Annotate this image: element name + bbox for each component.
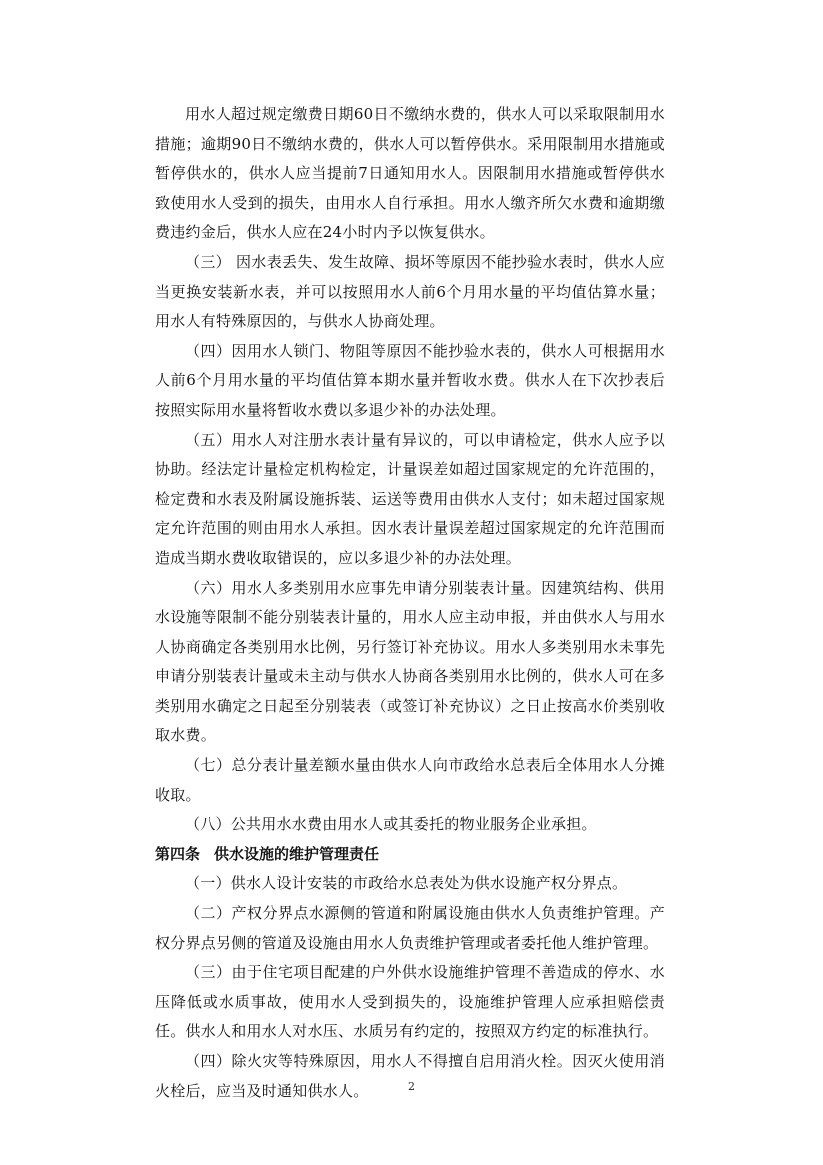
section-number: 第四条 [155,844,201,863]
paragraph-item-5-meter-dispute: （五）用水人对注册水表计量有异议的，可以申请检定，供水人应予以协助。经法定计量检定机构检定，计量误差如超过国家规定的允许范围的，检定费和水表及附属设施拆装、运送等费用由供水人支付；如未超过国家规定允许范围的则由用水人承担。因水表计量误差超过国家规定的允许范围而造成当期水费收取错误的，应以多退少补的办法处理。 [155,430,665,567]
paragraph-4-1-boundary: （一）供水人设计安装的市政给水总表处为供水设施产权分界点。 [185,874,628,893]
section-heading [155,840,665,870]
paragraph-item-6-multi-category: （六）用水人多类别用水应事先申请分别装表计量。因建筑结构、供用水设施等限制不能分别装表计量的，用水人应主动申报，并由供水人与用水人协商确定各类别用水比例，另行签订补充协议。用水人多类别用水未事先申请分别装表计量或未主动与供水人协商各类别用水比例的，供水人可在多类别用水确定之日起至分别装表（或签订补充协议）之日止按高水价类别收取水费。 [155,578,665,745]
paragraph-4-2-maintenance: （二）产权分界点水源侧的管道和附属设施由供水人负责维护管理。产权分界点另侧的管道及设施由用水人负责维护管理或者委托他人维护管理。 [155,904,665,952]
paragraph-item-3-meter-fault: （三） 因水表丢失、发生故障、损坏等原因不能抄验水表时，供水人应当更换安装新水表，并可以按照用水人前6个月用水量的平均值估算水量；用水人有特殊原因的，与供水人协商处理。 [155,252,665,331]
paragraph-overdue-fee: 用水人超过规定缴费日期60日不缴纳水费的，供水人可以采取限制用水措施；逾期90日不缴纳水费的，供水人可以暂停供水。采用限制用水措施或暂停供水的，供水人应当提前7日通知用水人。因限制用水措施或暂停供水致使用水人受到的损失，由用水人自行承担。用水人缴齐所欠水费和逾期缴费违约金后，供水人应在24小时内予以恢复供水。 [155,105,665,242]
paragraph-4-4-hydrant: （四）除火灾等特殊原因，用水人不得擅自启用消火栓。因灭火使用消火栓后，应当及时通知供水人。 [155,1052,665,1100]
page-number: 2 [408,1080,415,1093]
paragraph-item-4-meter-blocked: （四）因用水人锁门、物阻等原因不能抄验水表的，供水人可根据用水人前6个月用水量的平均值估算本期水量并暂收水费。供水人在下次抄表后按照实际用水量将暂收水费以多退少补的办法处理。 [155,341,665,419]
section-title: 供水设施的维护管理责任 [214,844,380,863]
paragraph-item-8-public-water: （八）公共用水水费由用水人或其委托的物业服务企业承担。 [185,815,597,834]
paragraph-4-3-liability: （三）由于住宅项目配建的户外供水设施维护管理不善造成的停水、水压降低或水质事故，使用水人受到损失的，设施维护管理人应承担赔偿责任。供水人和用水人对水压、水质另有约定的，按照双方约定的标准执行。 [155,963,665,1041]
document-body [155,100,665,1106]
paragraph-item-7-difference: （七）总分表计量差额水量由供水人向市政给水总表后全体用水人分摊收取。 [155,756,665,804]
